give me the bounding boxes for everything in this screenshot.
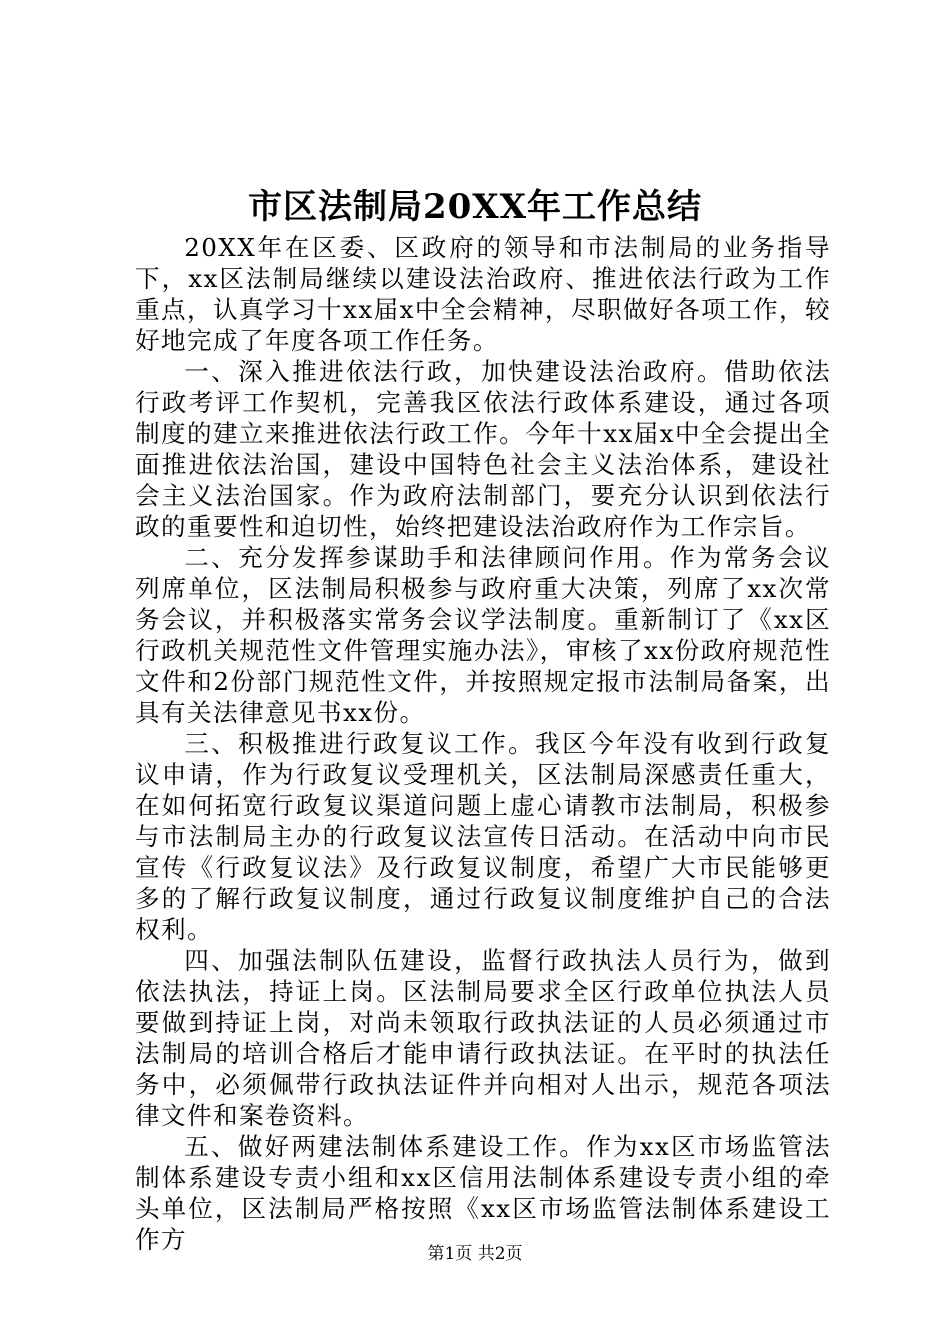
paragraph-section-4: 四、加强法制队伍建设，监督行政执法人员行为，做到依法执法，持证上岗。区法制局要求全区行政单位执法人员要做到持证上岗，对尚未领取行政执法证的人员必须通过市法制局的培训合格后才能申请行政执法证。在平时的执法任务中，必须佩带行政执法证件并向相对人出示，规范各项法律文件和案卷资料。 bbox=[135, 946, 831, 1130]
page-footer: 第1页 共2页 bbox=[427, 1244, 523, 1264]
document-title: 市区法制局20XX年工作总结 bbox=[247, 187, 703, 227]
document-body bbox=[135, 232, 831, 1255]
paragraph-section-1: 一、深入推进依法行政，加快建设法治政府。借助依法行政考评工作契机，完善我区依法行政体系建设，通过各项制度的建立来推进依法行政工作。今年十xx届x中全会提出全面推进依法治国，建设中国特色社会主义法治体系，建设社会主义法治国家。作为政府法制部门，要充分认识到依法行政的重要性和迫切性，始终把建设法治政府作为工作宗旨。 bbox=[135, 357, 831, 541]
paragraph-section-3: 三、积极推进行政复议工作。我区今年没有收到行政复议申请，作为行政复议受理机关，区法制局深感责任重大，在如何拓宽行政复议渠道问题上虚心请教市法制局，积极参与市法制局主办的行政复议法宣传日活动。在活动中向市民宣传《行政复议法》及行政复议制度，希望广大市民能够更多的了解行政复议制度，通过行政复议制度维护自己的合法权利。 bbox=[135, 729, 831, 944]
paragraph-intro: 20XX年在区委、区政府的领导和市法制局的业务指导下，xx区法制局继续以建设法治政府、推进依法行政为工作重点，认真学习十xx届x中全会精神，尽职做好各项工作，较好地完成了年度各项工作任务。 bbox=[135, 233, 831, 355]
paragraph-section-2: 二、充分发挥参谋助手和法律顾问作用。作为常务会议列席单位，区法制局积极参与政府重大决策，列席了xx次常务会议，并积极落实常务会议学法制度。重新制订了《xx区行政机关规范性文件管理实施办法》，审核了xx份政府规范性文件和2份部门规范性文件，并按照规定报市法制局备案，出具有关法律意见书xx份。 bbox=[135, 543, 831, 727]
paragraph-section-5: 五、做好两建法制体系建设工作。作为xx区市场监管法制体系建设专责小组和xx区信用法制体系建设专责小组的牵头单位，区法制局严格按照《xx区市场监管法制体系建设工作方 bbox=[135, 1132, 831, 1254]
